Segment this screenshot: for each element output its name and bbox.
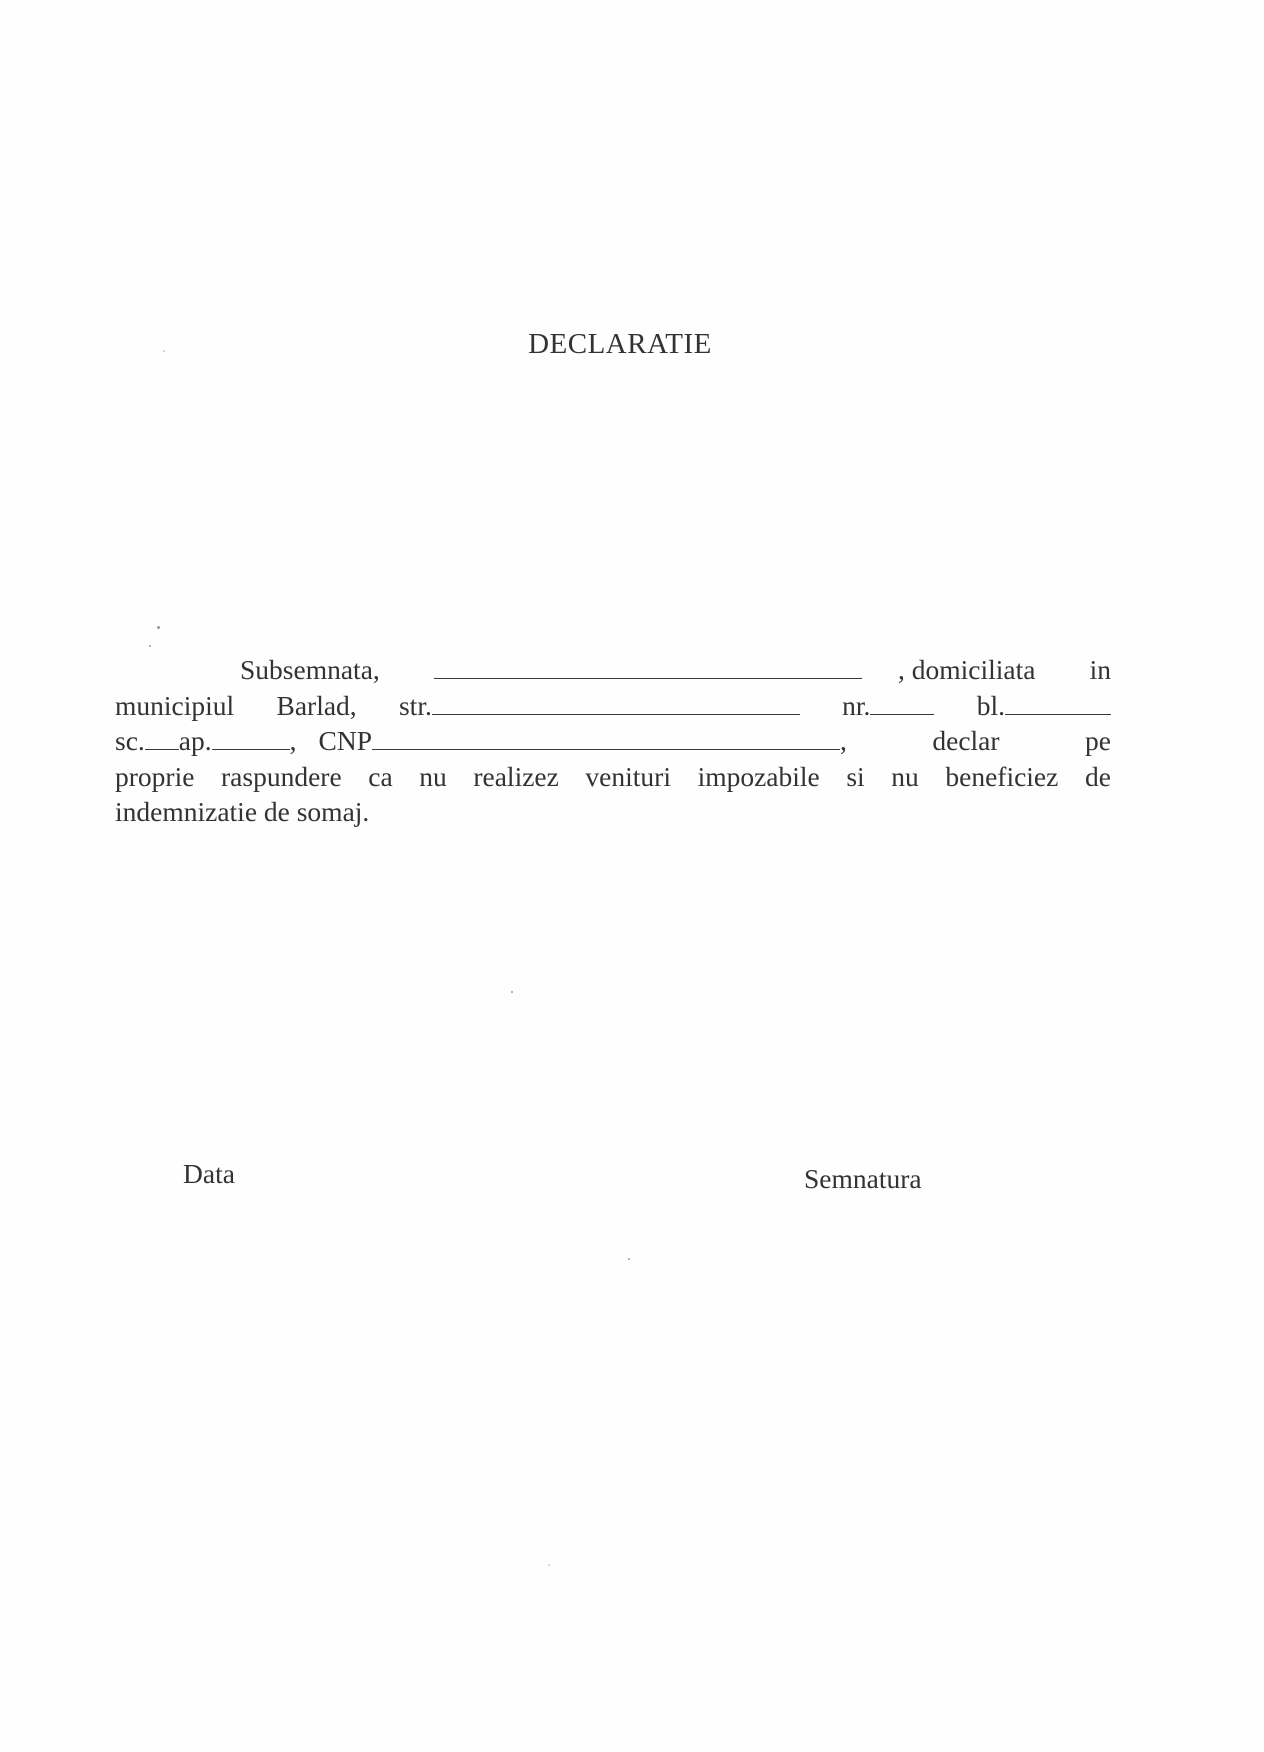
word: ca	[368, 760, 393, 792]
scan-speck	[628, 1258, 630, 1260]
word: pe	[1085, 725, 1111, 756]
word: venituri	[585, 760, 671, 792]
word: in	[1089, 654, 1111, 685]
scan-speck	[149, 645, 151, 647]
word: nr.	[842, 689, 871, 721]
scan-speck	[511, 991, 513, 993]
word: declar	[932, 725, 1000, 756]
word: raspundere	[221, 760, 342, 792]
word: ap.	[178, 725, 212, 756]
number-blank[interactable]	[870, 692, 934, 715]
street-blank[interactable]	[432, 692, 800, 715]
block-blank[interactable]	[1005, 692, 1111, 715]
body-line-2	[115, 688, 1111, 724]
cnp-blank[interactable]	[372, 727, 840, 750]
word: Barlad,	[276, 689, 357, 721]
number-group	[842, 688, 934, 724]
scan-speck	[157, 626, 160, 629]
scan-speck	[163, 350, 165, 352]
document-title-text: DECLARATIE	[528, 328, 712, 360]
word: municipiul	[115, 689, 235, 721]
block-group	[977, 688, 1111, 724]
staircase-blank[interactable]	[145, 727, 179, 750]
document-title	[0, 328, 1264, 361]
declaration-body	[115, 652, 1111, 830]
word: beneficiez	[945, 760, 1059, 792]
word: sc.	[115, 725, 145, 756]
word: realizez	[473, 760, 559, 792]
word: indemnizatie de somaj.	[115, 796, 370, 827]
name-blank[interactable]	[434, 656, 862, 679]
word: bl.	[976, 689, 1005, 721]
apartment-blank[interactable]	[212, 727, 290, 750]
staircase-apartment-group	[115, 723, 847, 759]
word: ,	[289, 725, 297, 756]
word: impozabile	[697, 760, 820, 792]
word: CNP	[318, 725, 373, 756]
scan-speck	[548, 1564, 550, 1566]
word: ,	[840, 725, 847, 756]
signature-label: Semnatura	[804, 1163, 922, 1194]
street-group	[399, 688, 800, 724]
body-line-3	[115, 723, 1111, 759]
word: Subsemnata,	[240, 654, 380, 685]
body-line-1	[115, 652, 1111, 688]
word: , domiciliata	[898, 654, 1036, 685]
date-label: Data	[183, 1158, 235, 1189]
word: str.	[398, 689, 432, 721]
word: proprie	[115, 760, 195, 792]
word: si	[846, 760, 865, 792]
body-line-5	[115, 794, 1111, 830]
word: nu	[419, 760, 447, 792]
word: de	[1084, 760, 1111, 792]
body-line-4	[115, 759, 1111, 795]
word: nu	[891, 760, 919, 792]
